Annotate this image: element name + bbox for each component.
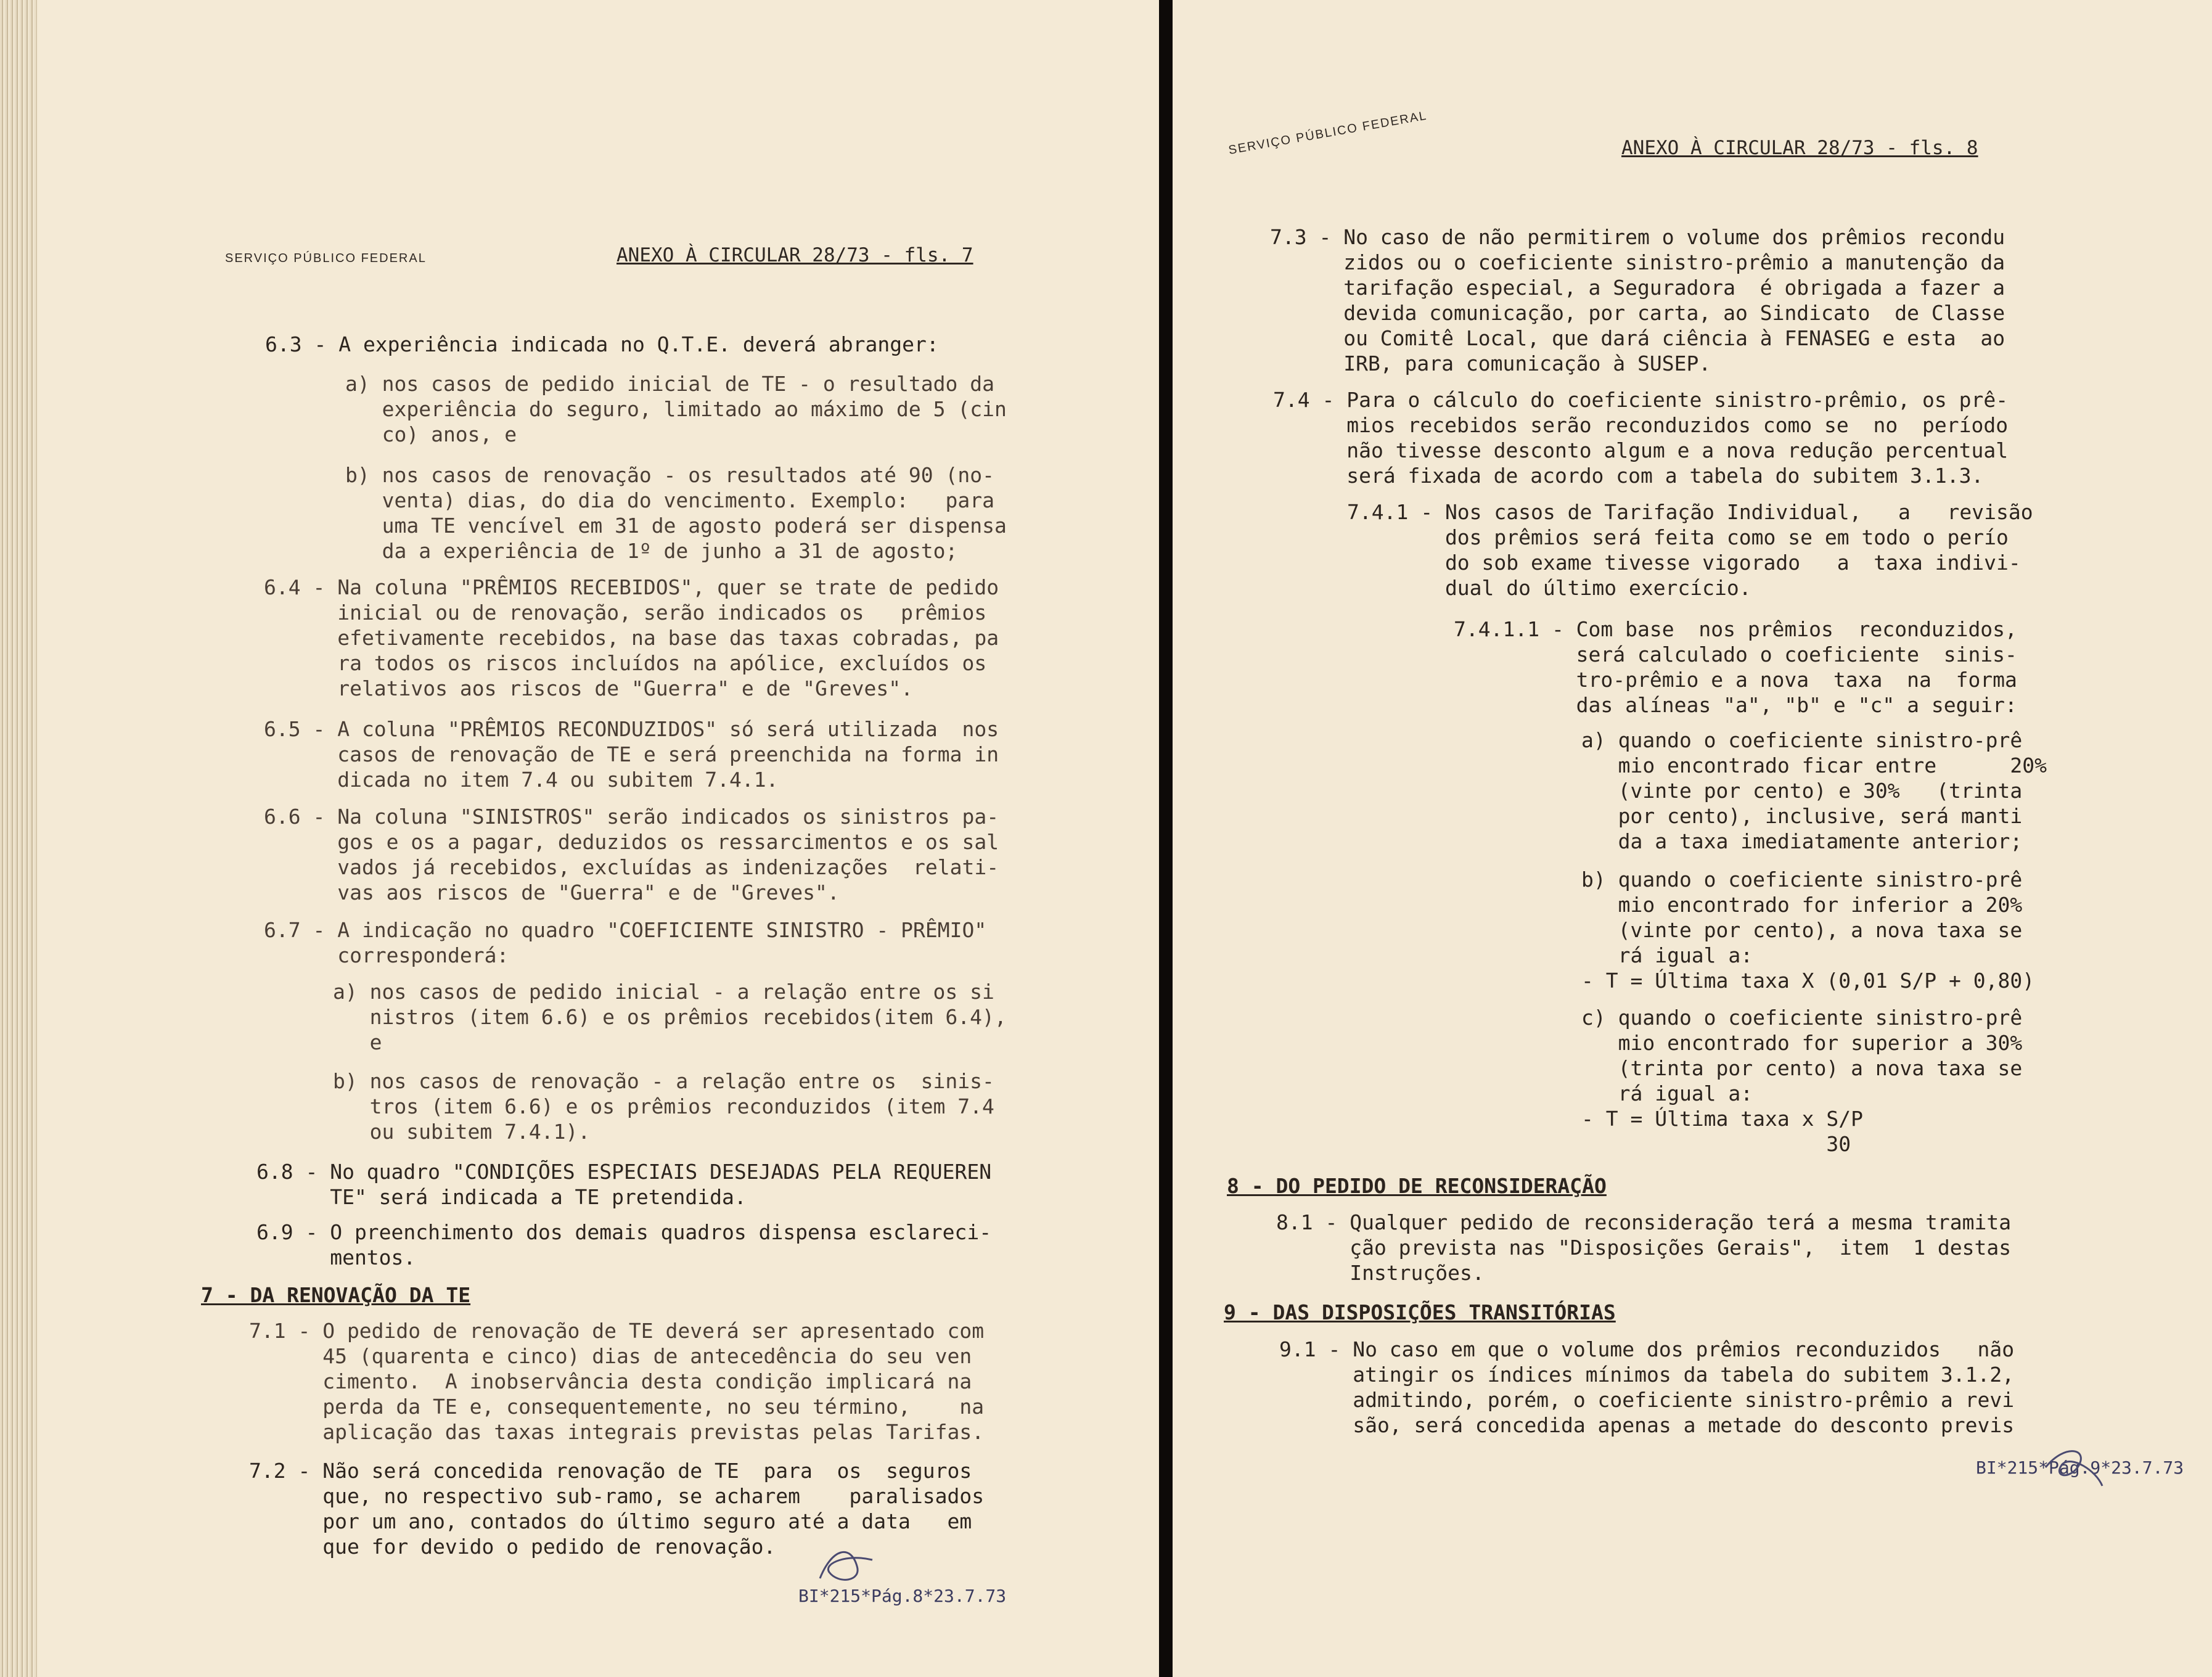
right-agency-label: SERVIÇO PÚBLICO FEDERAL xyxy=(1227,109,1428,158)
section-7-heading: 7 - DA RENOVAÇÃO DA TE xyxy=(201,1283,471,1307)
item-8-1: 8.1 - Qualquer pedido de reconsideração terá a mesma tramita ção prevista nas "Disposições Gerais", item 1 destas Instruções. xyxy=(1276,1210,2012,1285)
item-6-3-b: b) nos casos de renovação - os resultados até 90 (no- venta) dias, do dia do vencimento. Exemplo: para uma TE vencível em 31 de agosto poderá ser dispensa da a experiência de 1º de junho a 31 de agosto; xyxy=(345,463,1007,563)
item-6-5: 6.5 - A coluna "PRÊMIOS RECONDUZIDOS" só será utilizada nos casos de renovação de TE e será preenchida na forma in dicada no item 7.4 ou subitem 7.4.1. xyxy=(264,717,999,792)
item-7-1: 7.1 - O pedido de renovação de TE deverá ser apresentado com 45 (quarenta e cinco) dias de antecedência do seu ven cimento. A inobservância desta condição implicará na perda da TE e, consequentemente, no seu término, na aplicação das taxas integrais previstas pelas Tarifas. xyxy=(249,1319,985,1444)
section-9-heading: 9 - DAS DISPOSIÇÕES TRANSITÓRIAS xyxy=(1224,1300,1616,1324)
item-9-1: 9.1 - No caso em que o volume dos prêmios reconduzidos não atingir os índices mínimos da tabela do subitem 3.1.2, admitindo, porém, o coeficiente sinistro-prêmio a revi são, será concedida apenas a metade do desconto previs xyxy=(1279,1337,2015,1437)
item-7-2: 7.2 - Não será concedida renovação de TE para os seguros que, no respectivo sub-ramo, se acharem paralisados por um ano, contados do último seguro até a data em que for devido o pedido de renovação. xyxy=(249,1459,985,1559)
right-initials-mark xyxy=(2041,1443,2108,1498)
left-initials-mark xyxy=(814,1541,882,1591)
item-6-9: 6.9 - O preenchimento dos demais quadros dispensa esclareci- mentos. xyxy=(256,1220,992,1269)
section-8-heading: 8 - DO PEDIDO DE RECONSIDERAÇÃO xyxy=(1227,1174,1607,1198)
left-header-ref: ANEXO À CIRCULAR 28/73 - fls. 7 xyxy=(616,244,973,266)
item-6-7: 6.7 - A indicação no quadro "COEFICIENTE SINISTRO - PRÊMIO" corresponderá: xyxy=(264,918,987,967)
right-header-ref: ANEXO À CIRCULAR 28/73 - fls. 8 xyxy=(1621,137,1978,159)
item-7-3: 7.3 - No caso de não permitirem o volume dos prêmios recondu zidos ou o coeficiente sinistro-prêmio a manutenção da tarifação especial, a Seguradora é obrigada a fazer a devida comunicação, por carta, ao Sindicato de Classe ou Comitê Local, que dará ciência à FENASEG e esta ao IRB, para comunicação à SUSEP. xyxy=(1270,225,2005,375)
item-7-4-1-1-c: c) quando o coeficiente sinistro-prê mio encontrado for superior a 30% (trinta por cento) a nova taxa se rá igual a: - T = Última taxa x S/P 30 xyxy=(1581,1006,2023,1156)
item-7-4-1-1-a: a) quando o coeficiente sinistro-prê mio encontrado ficar entre 20% (vinte por cento) e 30% (trinta por cento), inclusive, será manti da a taxa imediatamente anterior; xyxy=(1581,728,2047,853)
item-7-4-1-1: 7.4.1.1 - Com base nos prêmios reconduzidos, será calculado o coeficiente sinis- tro-prêmio e a nova taxa na forma das alíneas "a", "b" e "c" a seguir: xyxy=(1454,617,2017,717)
item-6-6: 6.6 - Na coluna "SINISTROS" serão indicados os sinistros pa- gos e os a pagar, deduzidos os ressarcimentos e os sal vados já recebidos, excluídas as indenizações relati- vas aos riscos de "Guerra" e de "Greves". xyxy=(264,805,999,904)
book-spine xyxy=(1159,0,1173,1677)
item-6-7-a: a) nos casos de pedido inicial - a relação entre os si nistros (item 6.6) e os prêmios recebidos(item 6.4), e xyxy=(333,980,1007,1054)
right-footer-ref: BI*215*Pág.9*23.7.73 xyxy=(1976,1458,2184,1478)
left-agency-label: SERVIÇO PÚBLICO FEDERAL xyxy=(225,252,427,265)
left-footer-ref: BI*215*Pág.8*23.7.73 xyxy=(798,1586,1007,1606)
item-7-4-1-1-b: b) quando o coeficiente sinistro-prê mio encontrado for inferior a 20% (vinte por cento), a nova taxa se rá igual a: - T = Última taxa X (0,01 S/P + 0,80) xyxy=(1581,867,2035,993)
item-6-8: 6.8 - No quadro "CONDIÇÕES ESPECIAIS DESEJADAS PELA REQUEREN TE" será indicada a TE pretendida. xyxy=(256,1160,992,1209)
item-7-4-1: 7.4.1 - Nos casos de Tarifação Individual, a revisão dos prêmios será feita como se em todo o perío do sob exame tivesse vigorado a taxa indivi- dual do último exercício. xyxy=(1347,500,2033,600)
item-6-4: 6.4 - Na coluna "PRÊMIOS RECEBIDOS", quer se trate de pedido inicial ou de renovação, serão indicados os prêmios efetivamente recebidos, na base das taxas cobradas, pa ra todos os riscos incluídos na apólice, excluídos os relativos aos riscos de "Guerra" e de "Greves". xyxy=(264,575,999,700)
item-7-4: 7.4 - Para o cálculo do coeficiente sinistro-prêmio, os prê- mios recebidos serão reconduzidos como se no período não tivesse desconto algum e a nova redução percentual será fixada de acordo com a tabela do subitem 3.1.3. xyxy=(1273,388,2009,488)
item-6-7-b: b) nos casos de renovação - a relação entre os sinis- tros (item 6.6) e os prêmios reconduzidos (item 7.4 ou subitem 7.4.1). xyxy=(333,1069,994,1144)
item-6-3: 6.3 - A experiência indicada no Q.T.E. deverá abranger: xyxy=(265,332,939,356)
item-6-3-a: a) nos casos de pedido inicial de TE - o resultado da experiência do seguro, limitado ao máximo de 5 (cin co) anos, e xyxy=(345,372,1007,446)
